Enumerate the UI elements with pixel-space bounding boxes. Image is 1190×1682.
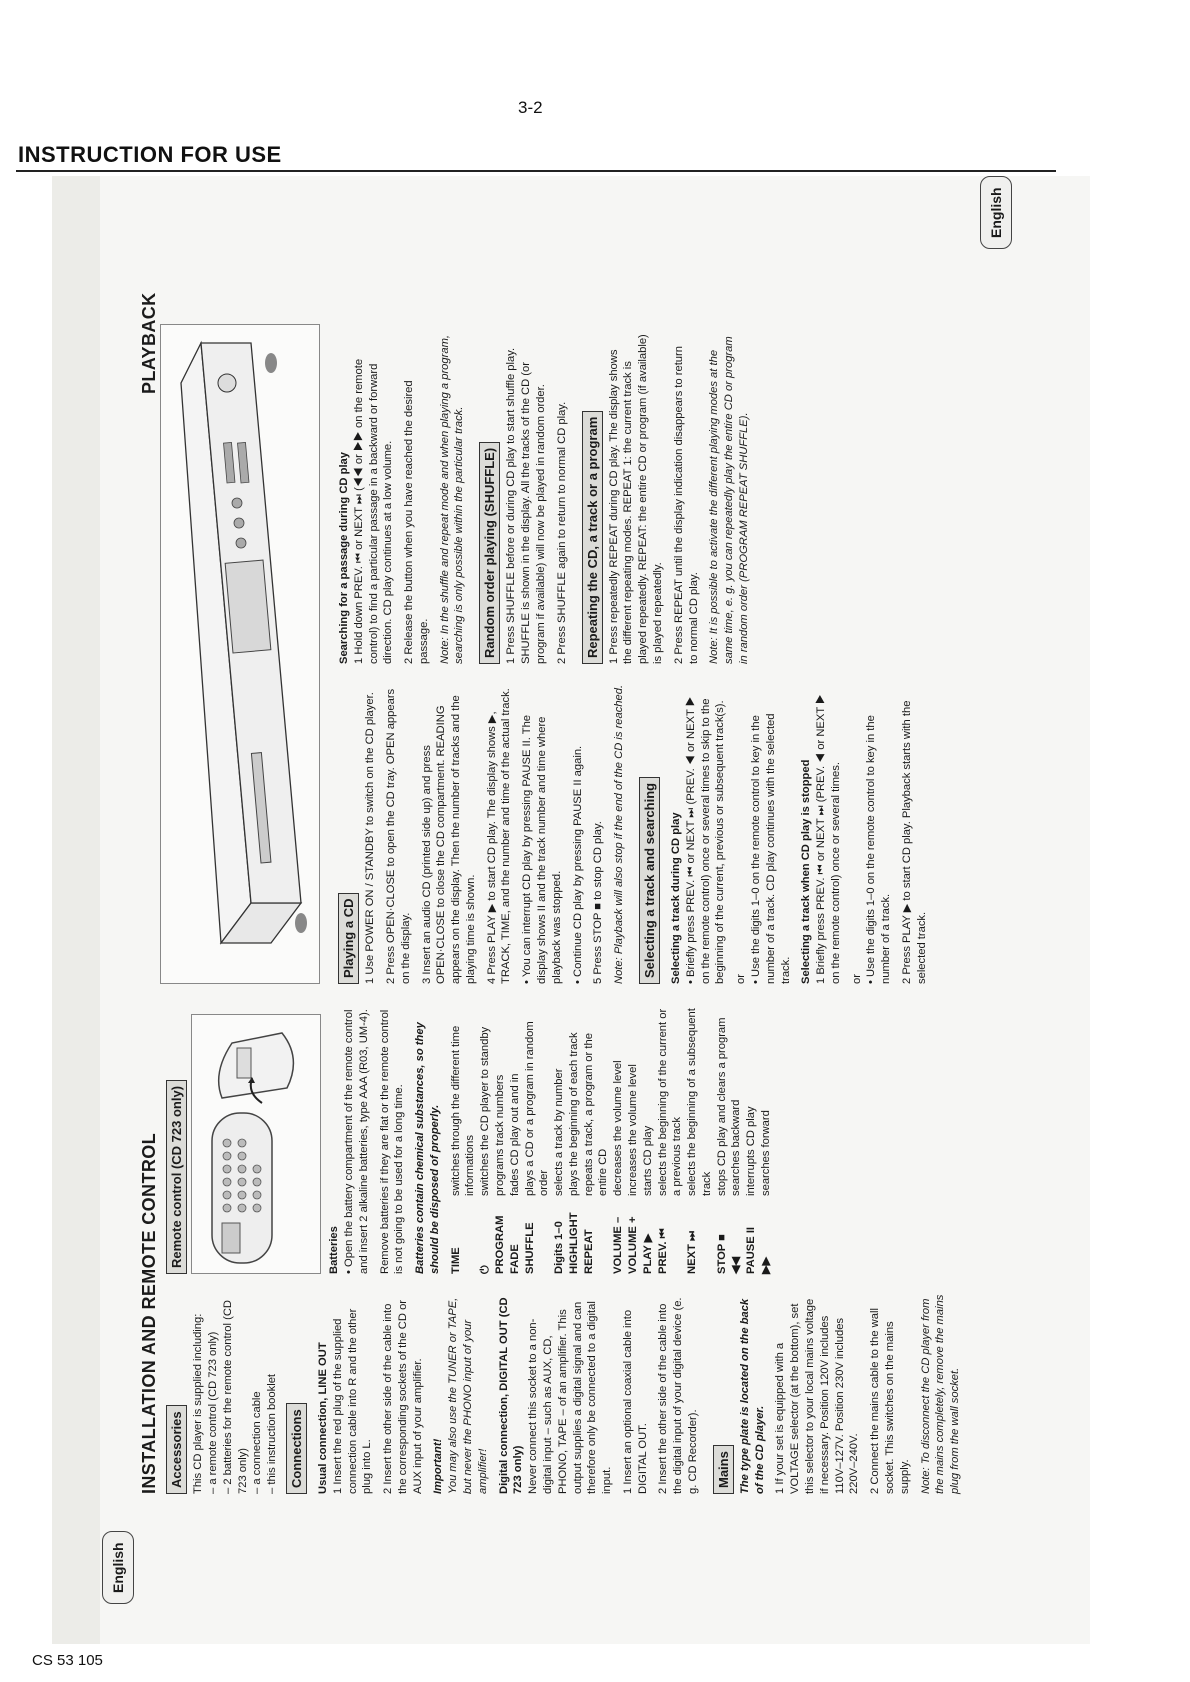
usual-connection-heading: Usual connection, LINE OUT <box>317 1342 329 1494</box>
remote-key-list <box>449 1004 774 1274</box>
remote-key-row <box>449 1004 479 1274</box>
remote-key-name: HIGHLIGHT <box>567 1212 580 1274</box>
remote-key-description: searches backward <box>730 1099 743 1196</box>
or-text: or <box>850 974 863 984</box>
selecting-heading: Selecting a track and searching <box>639 777 660 984</box>
remote-key-name: ⏻ <box>479 1265 492 1274</box>
remote-key-description: increases the volume level <box>627 1064 639 1196</box>
accessory-item: – a remote control (CD 723 only) <box>206 1331 219 1494</box>
mains-heading: Mains <box>713 1445 734 1494</box>
mains-step: 2 Connect the mains cable to the wall socket. This switches on the mains supply. <box>869 1308 911 1494</box>
playing-bullet: • Continue CD play by pressing PAUSE II again. <box>571 745 584 984</box>
remote-key-description: interrupts CD play <box>745 1106 758 1196</box>
accessory-item: – 2 batteries for the remote control (CD 723 only) <box>221 1299 249 1494</box>
playing-step: 2 Press OPEN·CLOSE to open the CD tray. OPEN appears on the display. <box>384 688 412 984</box>
remote-key-name: PROGRAM <box>493 1215 506 1274</box>
remote-key-name: REPEAT <box>582 1229 595 1274</box>
remote-key-description: stops CD play and clears a program <box>715 1017 728 1196</box>
cd-player-drawing <box>161 325 319 983</box>
remote-key-row <box>493 1004 508 1274</box>
searching-step: 1 Hold down PREV. ⏮ or NEXT ⏭ (◀◀ or ▶▶ on the remote control) to find a particular passage in a backward or forward direction. CD play continues at a low volume. <box>352 358 395 664</box>
remote-key-row <box>478 1004 493 1274</box>
remote-key-row <box>611 1004 626 1274</box>
accessories-heading: Accessories <box>166 1405 187 1494</box>
remote-key-row <box>715 1004 730 1274</box>
batteries-heading: Batteries <box>328 1226 341 1274</box>
accessories-intro: This CD player is supplied including: <box>192 1313 205 1494</box>
digital-step: 1 Insert an optional coaxial cable into DIGITAL OUT. <box>621 1309 649 1494</box>
remote-key-name: FADE <box>508 1244 521 1274</box>
remote-key-row <box>641 1004 656 1274</box>
remote-key-row <box>729 1004 744 1274</box>
remote-key-name: PREV. ⏮ <box>656 1228 669 1274</box>
remote-key-name: Digits 1–0 <box>553 1221 566 1274</box>
column-modes <box>332 334 758 664</box>
shuffle-step: 2 Press SHUFFLE again to return to normal CD play. <box>555 401 568 664</box>
or-text: or <box>735 974 748 984</box>
remote-control-drawing <box>192 1015 320 1273</box>
playing-step: 3 Insert an audio CD (printed side up) and press OPEN·CLOSE to close the CD compartment. READING appears on the display. Then the number of tracks and the playing time is shown. <box>420 695 477 984</box>
column-installation <box>160 1294 969 1494</box>
selecting-bullet: • Use the digits 1–0 on the remote control to key in the number of a track. <box>865 715 893 984</box>
remote-key-row <box>582 1004 612 1274</box>
playing-note: Note: Playback will also stop if the end of the CD is reached. <box>613 684 626 984</box>
playing-heading: Playing a CD <box>338 893 359 984</box>
remote-key-row <box>508 1004 523 1274</box>
remote-key-row <box>656 1004 686 1274</box>
important-heading: Important! <box>432 1438 445 1494</box>
remote-key-description: programs track numbers <box>493 1074 506 1196</box>
column-playing <box>332 684 936 984</box>
remote-key-row <box>552 1004 567 1274</box>
remote-key-description: plays the beginning of each track <box>567 1032 580 1196</box>
remote-key-name: STOP ■ <box>715 1234 728 1274</box>
playing-step: 5 Press STOP ■ to stop CD play. <box>592 821 605 984</box>
connections-heading: Connections <box>286 1403 307 1494</box>
remote-heading: Remote control (CD 723 only) <box>166 1080 187 1274</box>
cd-player-illustration <box>160 324 320 984</box>
searching-step: 2 Release the button when you have reached the desired passage. <box>403 380 430 664</box>
searching-note: Note: In the shuffle and repeat mode and when playing a program, searching is only possible within the particular track. <box>438 335 466 664</box>
remote-key-name: NEXT ⏭ <box>686 1230 699 1274</box>
remote-key-name: ▶▶ <box>760 1256 773 1274</box>
mains-step: 1 If your set is equipped with a VOLTAGE selector (at the bottom), set this selector to your local mains voltage if necessary. Position 120V includes 110V–127V. Position 230V includes 220V–240V. <box>774 1298 861 1494</box>
document-code: CS 53 105 <box>32 1652 103 1669</box>
remote-key-row <box>523 1004 553 1274</box>
remote-key-name: TIME <box>449 1247 462 1274</box>
type-plate-text: The type plate is located on the back of the CD player. <box>738 1298 766 1494</box>
selecting-step: 1 Briefly press PREV. ⏮ or NEXT ⏭ (PREV. ◀ or NEXT ▶ on the remote control) once or several times. <box>815 693 842 984</box>
repeat-heading: Repeating the CD, a track or a program <box>582 411 603 664</box>
playing-bullet: • You can interrupt CD play by pressing PAUSE II. The display shows II and the track number and time where playback was stopped. <box>521 714 563 984</box>
selecting-stopped-heading: Selecting a track when CD play is stopped <box>800 759 813 984</box>
rotated-manual-content <box>100 176 1090 1644</box>
title-divider <box>16 170 1056 172</box>
selecting-during-heading: Selecting a track during CD play <box>670 812 683 984</box>
connection-step: 2 Insert the other side of the cable into the corresponding sockets of the CD or AUX input of your amplifier. <box>382 1299 424 1494</box>
important-text: You may also use the TUNER or TAPE, but never the PHONO input of your amplifier! <box>447 1297 489 1494</box>
page-number: 3-2 <box>518 98 543 117</box>
remote-key-name: SHUFFLE <box>523 1222 536 1274</box>
chemical-warning: Batteries contain chemical substances, so they should be disposed of properly. <box>414 1022 441 1274</box>
searching-heading: Searching for a passage during CD play <box>338 452 350 664</box>
remote-key-row <box>685 1004 715 1274</box>
remote-key-name: ◀◀ <box>730 1256 743 1274</box>
remote-control-illustration <box>191 1014 321 1274</box>
accessory-item: – a connection cable <box>251 1391 264 1494</box>
repeat-step: 2 Press REPEAT until the display indication disappears to return to normal CD play. <box>672 346 700 664</box>
remote-key-description: searches forward <box>760 1110 773 1196</box>
selecting-bullet: • Briefly press PREV. ⏮ or NEXT ⏭ (PREV. ◀ or NEXT ▶ on the remote control) once or several times to skip to the beginning of the current, previous or subsequent track(s). <box>684 696 727 984</box>
remote-key-row <box>567 1004 582 1274</box>
remote-key-row <box>744 1004 759 1274</box>
page-title: INSTRUCTION FOR USE <box>18 142 282 167</box>
repeat-step: 1 Press repeatedly REPEAT during CD play. The display shows the different repeating modes. REPEAT 1: the current track is played repeatedly. REPEAT: the entire CD or program (if available) is played repeatedly. <box>607 334 665 664</box>
digital-connection-heading: Digital connection, DIGITAL OUT (CD 723 only) <box>497 1297 525 1494</box>
connection-step: 1 Insert the red plug of the supplied connection cable into R and the other plug into L. <box>331 1308 374 1494</box>
mains-note: Note: To disconnect the CD player from the mains completely, remove the mains plug from the wall socket. <box>919 1294 962 1494</box>
remote-key-description: fades CD play out and in <box>508 1073 521 1196</box>
playing-step: 4 Press PLAY ▶ to start CD play. The display shows ▶, TRACK, TIME, and the number and time of the actual track. <box>485 688 513 984</box>
remote-key-name: PAUSE II <box>745 1226 758 1274</box>
digital-step: 2 Insert the other side of the cable into the digital input of your digital device (e. g. CD Recorder). <box>657 1297 699 1494</box>
remote-key-description: starts CD play <box>641 1125 654 1196</box>
remove-batteries-text: Remove batteries if they are flat or the remote control is not going to be used for a long time. <box>378 1009 406 1274</box>
playing-step: 1 Use POWER ON / STANDBY to switch on the CD player. <box>364 692 377 984</box>
selecting-bullet: • Use the digits 1–0 on the remote control to key in the number of a track. CD play continues with the selected track. <box>749 713 792 984</box>
shuffle-step: 1 Press SHUFFLE before or during CD play to start shuffle play. SHUFFLE is shown in the display. All the tracks of the CD (or program if available) will now be played in random order. <box>505 347 547 664</box>
remote-key-row <box>626 1004 641 1274</box>
remote-key-name: VOLUME + <box>627 1216 639 1274</box>
shuffle-heading: Random order playing (SHUFFLE) <box>479 442 500 664</box>
remote-key-description: switches the CD player to standby <box>479 1026 492 1196</box>
scan-margin <box>52 176 100 1644</box>
selecting-step: 2 Press PLAY ▶ to start CD play. Playback starts with the selected track. <box>900 700 928 984</box>
remote-key-description: selects the beginning of the current or a previous track <box>656 1008 684 1196</box>
remote-key-description: decreases the volume level <box>612 1060 625 1196</box>
remote-key-description: selects the beginning of a subsequent track <box>686 1008 713 1196</box>
remote-key-description: selects a track by number <box>553 1068 566 1196</box>
language-tab-left: English <box>102 1531 134 1604</box>
remote-key-description: repeats a track, a program or the entire CD <box>582 1033 610 1196</box>
repeat-note: Note: It is possible to activate the different playing modes at the same time, e. g. you can repeatedly play the entire CD or program in random order (PROGRAM REPEAT SHUFFLE). <box>708 336 750 664</box>
batteries-text: • Open the battery compartment of the remote control and insert 2 alkaline batteries, type AAA (R03, UM-4). <box>342 1009 370 1274</box>
remote-key-name: VOLUME – <box>612 1216 625 1274</box>
remote-key-name: PLAY ▶ <box>641 1233 654 1274</box>
remote-key-row <box>759 1004 774 1274</box>
remote-key-description: plays a CD or a program in random order <box>523 1021 551 1196</box>
accessory-item: – this instruction booklet <box>266 1373 279 1494</box>
column-remote <box>160 1004 774 1274</box>
remote-key-description: switches through the different time informations <box>449 1025 477 1196</box>
digital-connection-text: Never connect this socket to a non-digital input – such as AUX, CD, PHONO, TAPE – of an amplifier. This output supplies a digital signal and can therefore only be connected to a digital input. <box>527 1301 614 1494</box>
section-title-playback: PLAYBACK <box>139 292 159 394</box>
section-title-installation: INSTALLATION AND REMOTE CONTROL <box>139 1132 159 1494</box>
language-tab-right: English <box>980 176 1012 249</box>
